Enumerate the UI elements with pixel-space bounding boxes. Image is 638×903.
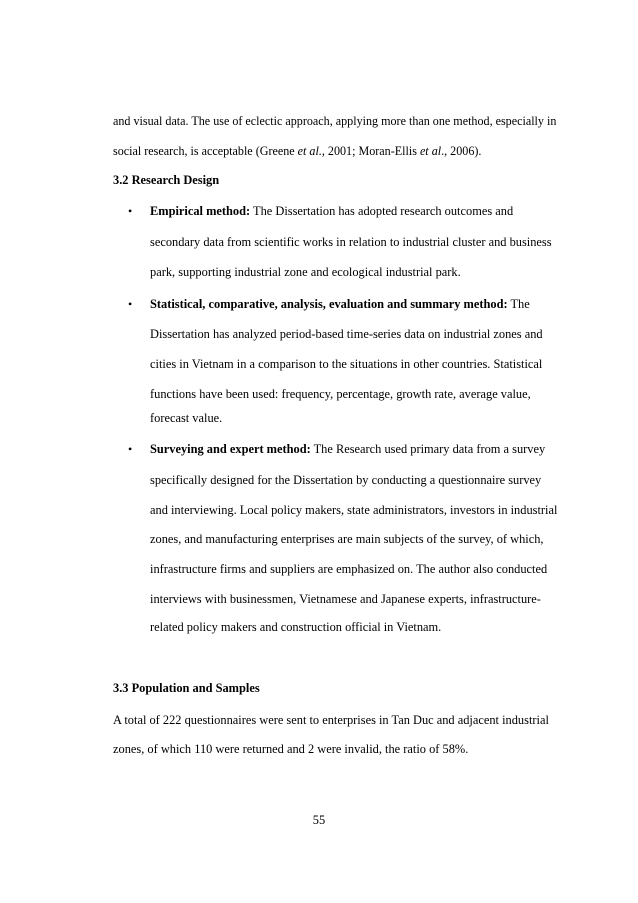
- page-number: 55: [312, 813, 326, 827]
- list-item-line: functions have been used: frequency, percentage, growth rate, average value,: [150, 387, 531, 401]
- intro-text: 2001; Moran-Ellis: [324, 144, 420, 158]
- list-item-line: forecast value.: [150, 411, 223, 425]
- section-heading-population-samples: 3.3 Population and Samples: [113, 681, 260, 695]
- intro-text: ., 2006).: [441, 144, 482, 158]
- intro-text: social research, is acceptable (Greene: [113, 144, 298, 158]
- list-item-line: infrastructure firms and suppliers are emphasized on. The author also conducted: [150, 562, 548, 576]
- list-item-line: and interviewing. Local policy makers, state administrators, investors in industrial: [150, 503, 558, 517]
- list-item-line: [150, 203, 513, 219]
- list-item-line: zones, and manufacturing enterprises are main subjects of the survey, of which,: [150, 532, 544, 546]
- list-item-line: [150, 296, 530, 312]
- list-item-line: secondary data from scientific works in relation to industrial cluster and business: [150, 235, 552, 249]
- list-item-label: Surveying and expert method:: [150, 442, 311, 456]
- intro-line-2: [113, 143, 481, 159]
- list-item-line: Dissertation has analyzed period-based time-series data on industrial zones and: [150, 327, 543, 341]
- bullet-icon: •: [128, 204, 133, 218]
- list-item-label: Statistical, comparative, analysis, evaluation and summary method:: [150, 297, 508, 311]
- intro-italic: et al: [419, 144, 442, 158]
- list-item-line: [150, 441, 545, 457]
- intro-italic: et al.,: [297, 144, 325, 158]
- list-item-text: The Research used primary data from a survey: [310, 442, 546, 456]
- list-item-line: cities in Vietnam in a comparison to the situations in other countries. Statistical: [150, 357, 543, 371]
- list-item-line: interviews with businessmen, Vietnamese and Japanese experts, infrastructure-: [150, 592, 541, 606]
- list-item-text: The: [507, 297, 530, 311]
- section-heading-research-design: 3.2 Research Design: [113, 173, 220, 187]
- intro-line-1: and visual data. The use of eclectic approach, applying more than one method, especially in: [113, 114, 557, 128]
- bullet-icon: •: [128, 442, 133, 456]
- list-item-label: Empirical method:: [150, 204, 251, 218]
- list-item-line: related policy makers and construction official in Vietnam.: [150, 620, 442, 634]
- bullet-icon: •: [128, 297, 133, 311]
- paragraph-line: zones, of which 110 were returned and 2 were invalid, the ratio of 58%.: [113, 742, 469, 756]
- list-item-line: park, supporting industrial zone and ecological industrial park.: [150, 265, 461, 279]
- list-item-text: The Dissertation has adopted research outcomes and: [250, 204, 514, 218]
- paragraph-line: A total of 222 questionnaires were sent to enterprises in Tan Duc and adjacent industrial: [113, 713, 549, 727]
- list-item-line: specifically designed for the Dissertation by conducting a questionnaire survey: [150, 473, 542, 487]
